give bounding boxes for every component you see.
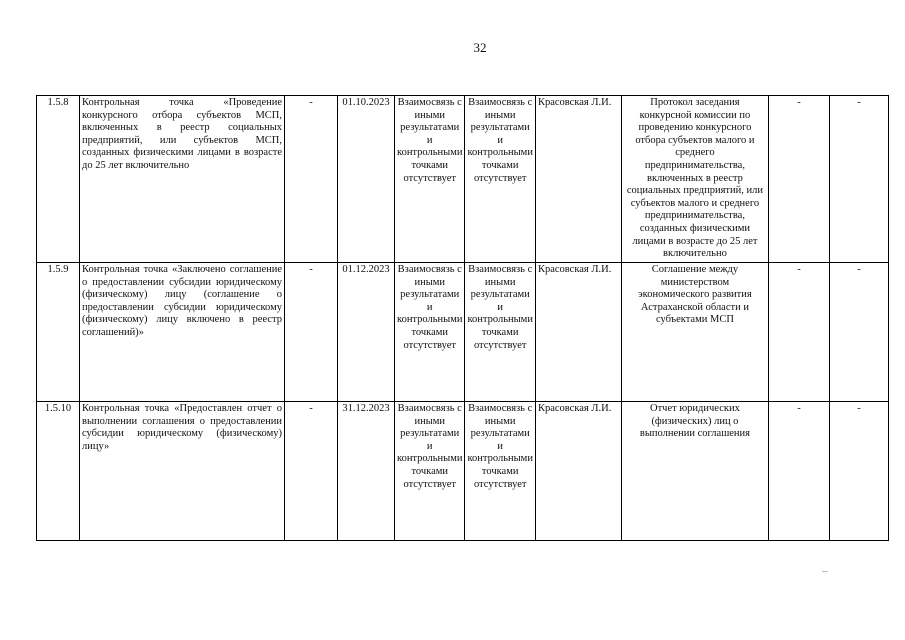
relation-next: Взаимосвязь с иными результатами и контрольными точками отсутствует: [465, 402, 535, 541]
row-number: 1.5.9: [37, 263, 80, 402]
confirming-document: Отчет юридических (физических) лиц о выполнении соглашения: [621, 402, 768, 541]
relation-previous: Взаимосвязь с иными результатами и контрольными точками отсутствует: [395, 263, 465, 402]
end-date: 01.10.2023: [338, 96, 395, 263]
note-cell: -: [829, 402, 888, 541]
note-cell: -: [829, 96, 888, 263]
info-system-cell: -: [768, 263, 829, 402]
end-date: 31.12.2023: [338, 402, 395, 541]
scan-mark: [822, 571, 828, 572]
control-point-name: Контрольная точка «Заключено соглашение о предоставлении субсидии юридическому (физическому) лицу (соглашение о предоставлении субсидии юридическому (физическому) лицу включено в реестр соглашений)»: [80, 263, 285, 402]
start-date: -: [285, 263, 338, 402]
start-date: -: [285, 96, 338, 263]
info-system-cell: -: [768, 402, 829, 541]
table-row: [37, 96, 889, 263]
info-system-cell: -: [768, 96, 829, 263]
page-number: 32: [473, 40, 487, 55]
confirming-document: Протокол заседания конкурсной комиссии по проведению конкурсного отбора субъектов малого и среднего предпринимательства, включенных в реестр социальных предприятий, или субъектов малого и среднего предпринимательства, созданных физическими лицами в возрасте до 25 лет включительно: [621, 96, 768, 263]
control-point-name: Контрольная точка «Предоставлен отчет о выполнении соглашения о предоставлении субсидии юридическому (физическому) лицу»: [80, 402, 285, 541]
end-date: 01.12.2023: [338, 263, 395, 402]
start-date: -: [285, 402, 338, 541]
responsible-person: Красовская Л.И.: [535, 96, 621, 263]
control-points-table: [36, 95, 889, 541]
row-number: 1.5.8: [37, 96, 80, 263]
relation-next: Взаимосвязь с иными результатами и контрольными точками отсутствует: [465, 96, 535, 263]
table-row: [37, 263, 889, 402]
note-cell: -: [829, 263, 888, 402]
control-point-name: Контрольная точка «Проведение конкурсного отбора субъектов МСП, включенных в реестр социальных предприятий, или субъектов МСП, созданных физическими лицами в возрасте до 25 лет включительно: [80, 96, 285, 263]
responsible-person: Красовская Л.И.: [535, 402, 621, 541]
relation-previous: Взаимосвязь с иными результатами и контрольными точками отсутствует: [395, 402, 465, 541]
row-number: 1.5.10: [37, 402, 80, 541]
confirming-document: Соглашение между министерством экономического развития Астраханской области и субъектами МСП: [621, 263, 768, 402]
responsible-person: Красовская Л.И.: [535, 263, 621, 402]
table-row: [37, 402, 889, 541]
relation-previous: Взаимосвязь с иными результатами и контрольными точками отсутствует: [395, 96, 465, 263]
relation-next: Взаимосвязь с иными результатами и контрольными точками отсутствует: [465, 263, 535, 402]
